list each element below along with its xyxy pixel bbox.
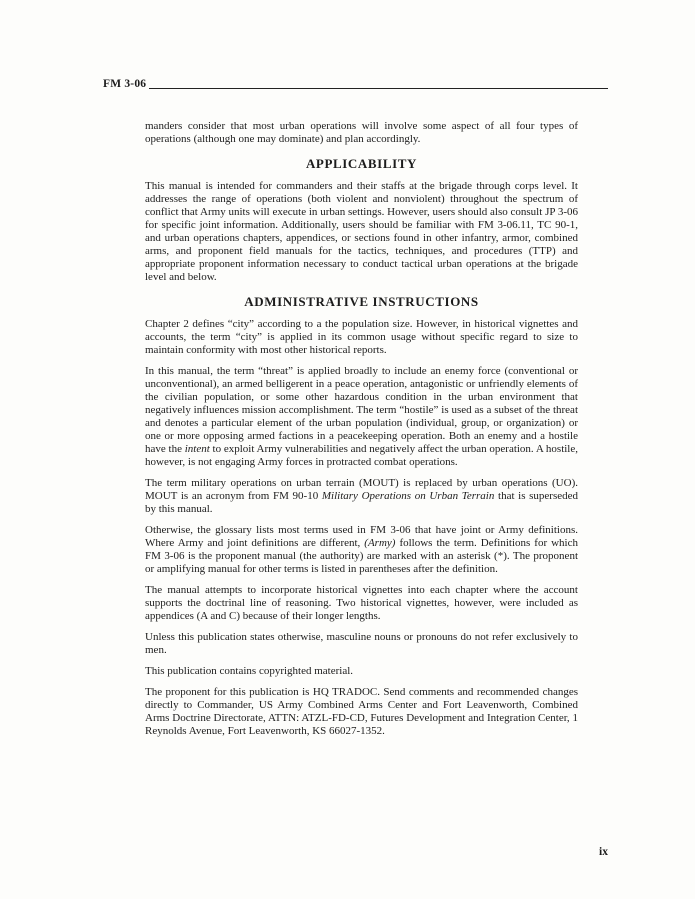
- paragraph-applicability: This manual is intended for commanders and their staffs at the brigade through corps level. It addresses the range of operations (both violent and nonviolent) throughout the spectrum of conflict that Army units will execute in urban settings. However, users should also consult JP 3-06 for specific joint information. Additionally, users should be familiar with FM 3-06.11, TC 90-1, and urban operations chapters, appendices, or sections found in other infantry, armor, combined arms, and proponent field manuals for the tactics, techniques, and procedures (TTP) and appropriate proponent information necessary to conduct tactical urban operations at the brigade level and below.: [145, 180, 578, 283]
- threat-text-pre: In this manual, the term “threat” is applied broadly to include an enemy force (conventional or unconventional), an armed belligerent in a peace operation, antagonistic or unfriendly elements of the civilian population, or some other hazardous condition in the urban environment that negatively influences mission accomplishment. The term “hostile” is used as a subset of the threat and denotes a particular element of the urban population (individual, group, or organization) or one or more opposing armed factions in a peacekeeping operation. Both an enemy and a hostile have the: [145, 365, 578, 455]
- mout-text-italic: Military Operations on Urban Terrain: [321, 490, 495, 502]
- paragraph-copyright: This publication contains copyrighted material.: [145, 665, 354, 677]
- glossary-text-pre: Otherwise, the glossary lists most terms used in FM 3-06 that have joint or Army definitions. Where Army and joint definitions are different,: [145, 524, 578, 549]
- paragraph-city-definition: Chapter 2 defines “city” according to a the population size. However, in historical vignettes and accounts, the term “city” is applied in its common usage without specific regard to size to maintain conformity with most other historical reports.: [145, 318, 578, 356]
- mout-text-pre: The term military operations on urban terrain (MOUT) is replaced by urban operations (UO). MOUT is an acronym from FM 90-10: [145, 477, 578, 502]
- threat-text-post: to exploit Army vulnerabilities and negatively affect the urban operation. A hostile, however, is not engaging Army forces in protracted combat operations.: [145, 443, 578, 468]
- heading-applicability: APPLICABILITY: [305, 156, 418, 171]
- mout-text-post: that is superseded by this manual.: [145, 490, 579, 515]
- glossary-text-post: follows the term. Definitions for which FM 3-06 is the proponent manual (the authority) are marked with an asterisk (*). The proponent or amplifying manual for other terms is listed in parentheses after the definition.: [145, 537, 578, 575]
- glossary-text-italic: (Army): [364, 537, 396, 549]
- paragraph-masculine-nouns: Unless this publication states otherwise, masculine nouns or pronouns do not refer exclusively to men.: [145, 631, 578, 656]
- paragraph-proponent: The proponent for this publication is HQ TRADOC. Send comments and recommended changes directly to Commander, US Army Combined Arms Center and Fort Leavenworth, Combined Arms Doctrine Directorate, ATTN: ATZL-FD-CD, Futures Development and Integration Center, 1 Reynolds Avenue, Fort Leavenworth, KS 66027-1352.: [145, 686, 578, 737]
- paragraph-threat-definition: [145, 365, 578, 469]
- page-number: ix: [599, 846, 608, 858]
- heading-administrative-instructions: ADMINISTRATIVE INSTRUCTIONS: [244, 294, 479, 309]
- paragraph-continuation: manders consider that most urban operations will involve some aspect of all four types of operations (although one may dominate) and plan accordingly.: [145, 120, 578, 145]
- paragraph-mout-term: [145, 477, 578, 516]
- page-header: [103, 78, 608, 90]
- header-rule: [149, 87, 608, 89]
- document-id: FM 3-06: [103, 78, 147, 90]
- paragraph-vignettes: The manual attempts to incorporate historical vignettes into each chapter where the account supports the doctrinal line of reasoning. Two historical vignettes, however, were included as appendices (A and C) because of their longer lengths.: [145, 584, 578, 622]
- paragraph-glossary: [145, 524, 578, 576]
- page-footer: [103, 846, 608, 858]
- threat-text-italic: intent: [184, 443, 210, 455]
- page-content: [145, 120, 578, 746]
